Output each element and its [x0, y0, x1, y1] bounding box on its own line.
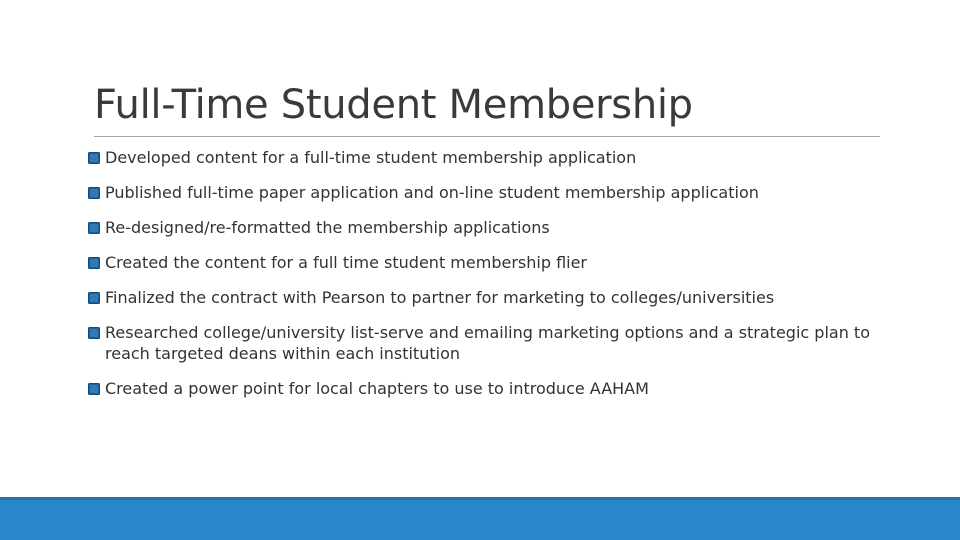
checkbox-square-icon [88, 327, 100, 339]
bullet-list [88, 147, 888, 413]
list-item [88, 252, 888, 273]
list-item [88, 287, 888, 308]
list-item [88, 182, 888, 203]
bullet-text: Published full-time paper application and on-line student membership application [105, 183, 759, 202]
bullet-text: Created the content for a full time student membership flier [105, 253, 588, 272]
checkbox-square-icon [88, 222, 100, 234]
checkbox-square-icon [88, 257, 100, 269]
list-item [88, 147, 888, 168]
bullet-text: Re-designed/re-formatted the membership applications [105, 218, 550, 237]
bullet-text: Created a power point for local chapters to use to introduce AAHAM [105, 379, 649, 398]
title-divider [94, 136, 880, 137]
bullet-text: Researched college/university list-serve and emailing marketing options and a strategic plan to reach targeted deans within each institution [105, 323, 870, 363]
footer-accent-line [0, 497, 960, 500]
bullet-text: Finalized the contract with Pearson to partner for marketing to colleges/universities [105, 288, 775, 307]
checkbox-square-icon [88, 383, 100, 395]
list-item [88, 378, 888, 399]
list-item [88, 217, 888, 238]
checkbox-square-icon [88, 187, 100, 199]
bullet-text: Developed content for a full-time student membership application [105, 148, 637, 167]
footer-accent-band [0, 497, 960, 540]
checkbox-square-icon [88, 292, 100, 304]
list-item [88, 322, 888, 364]
checkbox-square-icon [88, 152, 100, 164]
slide-title: Full-Time Student Membership [94, 82, 693, 128]
